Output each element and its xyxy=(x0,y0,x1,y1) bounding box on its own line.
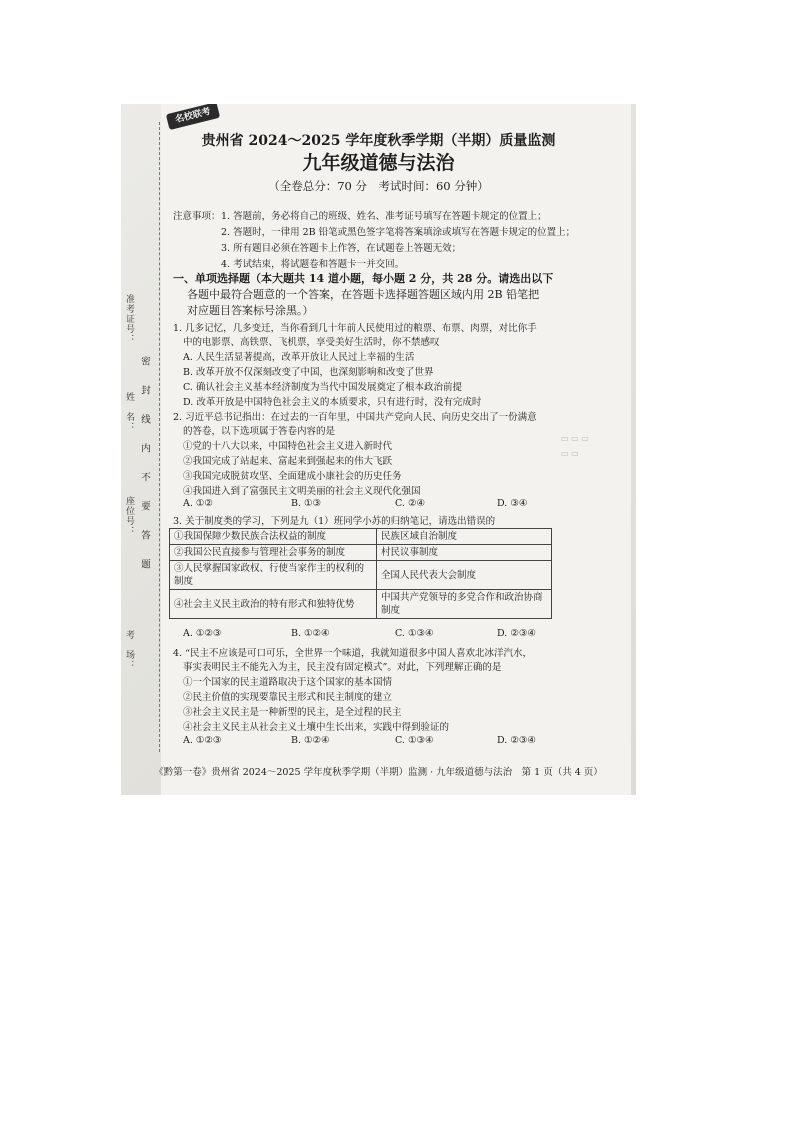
question-3-choice-b: B. ①②④ xyxy=(291,628,330,639)
room-label: 考 场： xyxy=(124,630,134,670)
question-4-item: ②民主价值的实现要靠民主形式和民主制度的建立 xyxy=(183,692,393,703)
seal-line-text: 密 封 线 内 不 要 答 题 xyxy=(139,356,150,574)
question-1-stem: 1. 几多记忆，几多变迁，当你看到几十年前人民使用过的粮票、布票、肉票，对比你手 xyxy=(173,323,537,334)
question-4-item: ④社会主义民主从社会主义土壤中生长出来，实践中得到验证的 xyxy=(183,722,450,733)
question-1-option-c: C. 确认社会主义基本经济制度为当代中国发展奠定了根本政治前提 xyxy=(183,382,462,393)
page-footer: 《黔第一卷》贵州省 2024～2025 学年度秋季学期（半期）监测 · 九年级道德与法治 第 1 页（共 4 页） xyxy=(154,767,603,778)
question-3-choice-d: D. ②③④ xyxy=(497,628,536,639)
question-2-choice-b: B. ①③ xyxy=(291,498,322,509)
seat-label: 座位号： xyxy=(124,496,134,536)
notice-item: 3. 所有题目必须在答题卡上作答，在试题卷上答题无效； xyxy=(221,243,462,254)
table-cell: ①我国保障少数民族合法权益的制度 xyxy=(170,529,377,545)
notice-item: 1. 答题前，务必将自己的班级、姓名、准考证号填写在答题卡规定的位置上； xyxy=(221,211,547,222)
table-cell: ④社会主义民主政治的特有形式和独特优势 xyxy=(170,590,377,619)
table-row xyxy=(170,561,552,590)
exam-title: 贵州省 2024～2025 学年度秋季学期（半期）质量监测 xyxy=(201,133,556,149)
name-label: 姓 名： xyxy=(124,392,134,432)
question-1-option-d: D. 改革开放是中国特色社会主义的本质要求，只有进行时，没有完成时 xyxy=(183,397,482,408)
section-instruction: 各题中最符合题意的一个答案，在答题卡选择题答题区域内用 2B 铅笔把 xyxy=(187,288,540,301)
question-2-choice-a: A. ①② xyxy=(183,498,213,509)
question-3-choice-c: C. ①③④ xyxy=(395,628,434,639)
question-3-stem: 3. 关于制度类的学习，下列是九（1）班同学小苏的归纳笔记，请选出错误的 xyxy=(173,516,496,527)
bleed-through: ▭ ▭ ▭ xyxy=(561,434,589,443)
table-cell: ③人民掌握国家政权、行使当家作主的权利的制度 xyxy=(170,561,377,590)
question-4-choice-b: B. ①②④ xyxy=(291,735,330,746)
binding-line xyxy=(159,122,160,752)
question-1-option-a: A. 人民生活显著提高，改革开放让人民过上幸福的生活 xyxy=(183,352,415,363)
scanned-photo xyxy=(121,104,636,795)
table-row xyxy=(170,529,552,545)
question-4-stem: 事实表明民主不能先入为主，民主没有固定模式”。对此，下列理解正确的是 xyxy=(183,662,502,673)
table-cell: 全国人民代表大会制度 xyxy=(377,561,552,590)
section-instruction: 对应题目答案标号涂黑。） xyxy=(187,304,314,317)
notice-item: 2. 答题时，一律用 2B 铅笔或黑色签字笔将答案填涂或填写在答题卡规定的位置上； xyxy=(221,227,576,238)
question-2-item: ③我国完成脱贫攻坚、全面建成小康社会的历史任务 xyxy=(183,471,402,482)
table-cell: ②我国公民直接参与管理社会事务的制度 xyxy=(170,545,377,561)
score-time-info: （全卷总分：70 分 考试时间：60 分钟） xyxy=(268,179,489,193)
table-cell: 村民议事制度 xyxy=(377,545,552,561)
question-2-item: ①党的十八大以来，中国特色社会主义进入新时代 xyxy=(183,441,393,452)
question-3-choice-a: A. ①②③ xyxy=(183,628,222,639)
question-2-choice-c: C. ②④ xyxy=(395,498,426,509)
question-4-choice-c: C. ①③④ xyxy=(395,735,434,746)
joint-exam-badge: 名校联考 xyxy=(166,104,220,130)
question-2-item: ④我国进入到了富强民主文明美丽的社会主义现代化强国 xyxy=(183,486,421,497)
notice-item: 4. 考试结束，将试题卷和答题卡一并交回。 xyxy=(221,259,405,270)
question-1-stem: 中的电影票、高铁票、飞机票，享受美好生活时，你不禁感叹 xyxy=(183,337,440,348)
question-4-item: ①一个国家的民主道路取决于这个国家的基本国情 xyxy=(183,677,393,688)
exam-id-label: 准考证号： xyxy=(124,294,134,344)
question-3-table xyxy=(169,528,552,619)
question-4-choice-d: D. ②③④ xyxy=(497,735,536,746)
table-cell: 民族区域自治制度 xyxy=(377,529,552,545)
question-2-item: ②我国完成了站起来、富起来到强起来的伟大飞跃 xyxy=(183,456,393,467)
table-cell: 中国共产党领导的多党合作和政治协商制度 xyxy=(377,590,552,619)
section-heading: 一、单项选择题（本大题共 14 道小题，每小题 2 分，共 28 分。请选出以下 xyxy=(173,272,554,285)
question-4-item: ③社会主义民主是一种新型的民主，是全过程的民主 xyxy=(183,707,402,718)
question-2-stem: 2. 习近平总书记指出：在过去的一百年里，中国共产党向人民、向历史交出了一份满意 xyxy=(173,412,537,423)
table-row xyxy=(170,545,552,561)
bleed-through: ▭ ▭ xyxy=(561,449,579,458)
question-1-option-b: B. 改革开放不仅深刻改变了中国，也深刻影响和改变了世界 xyxy=(183,367,434,378)
subject-title: 九年级道德与法治 xyxy=(302,152,455,174)
question-2-stem: 的答卷，以下选项属于答卷内容的是 xyxy=(183,426,336,437)
question-4-stem: 4. “民主不应该是可口可乐，全世界一个味道，我就知道很多中国人喜欢北冰洋汽水， xyxy=(173,648,532,659)
question-4-choice-a: A. ①②③ xyxy=(183,735,222,746)
table-row xyxy=(170,590,552,619)
question-2-choice-d: D. ③④ xyxy=(497,498,528,509)
notice-label: 注意事项： xyxy=(173,211,221,222)
